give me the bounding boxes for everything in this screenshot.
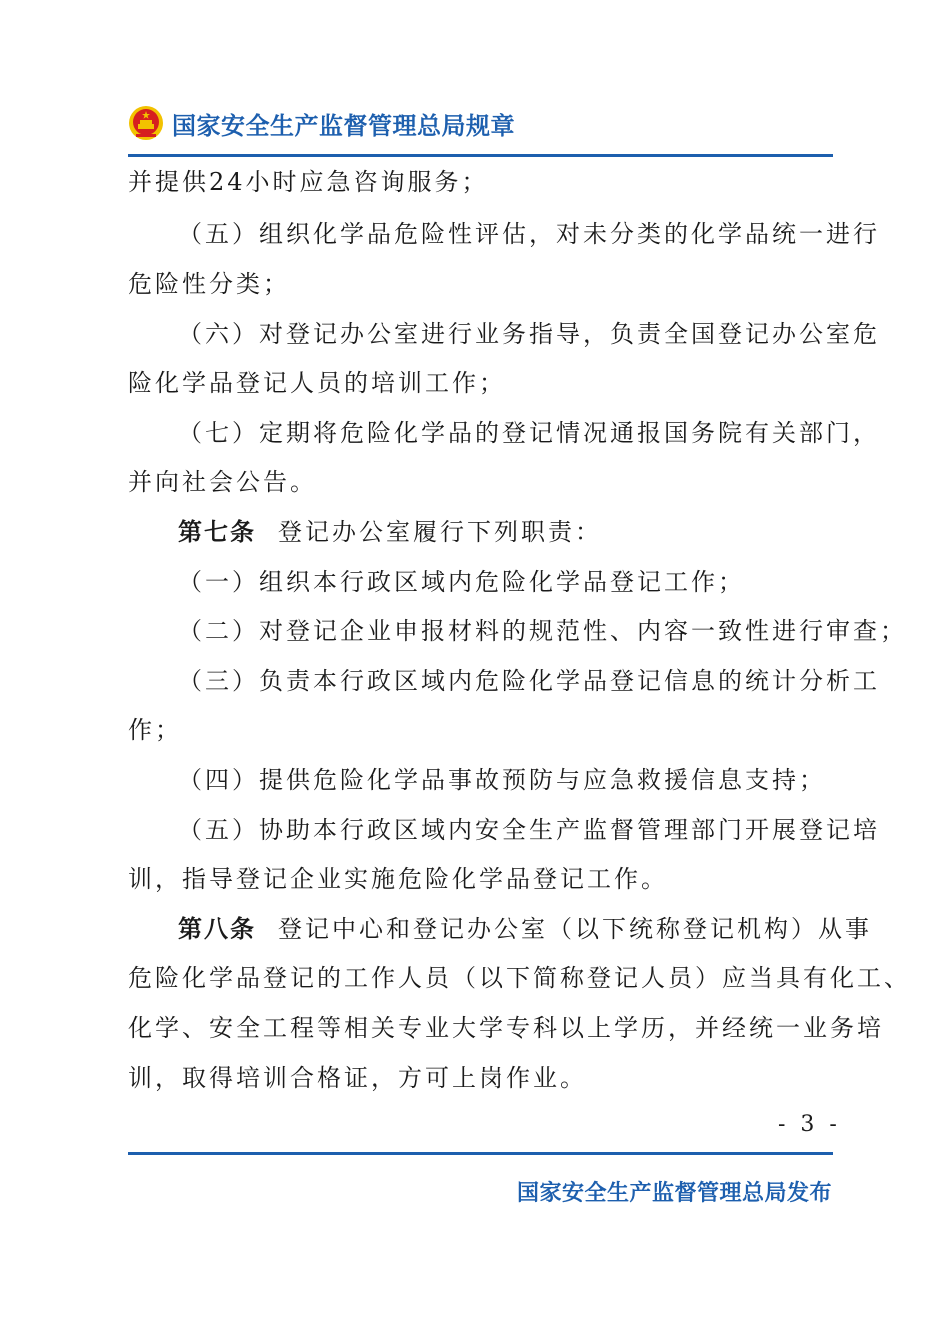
text-line: （五）组织化学品危险性评估，对未分类的化学品统一进行 <box>178 220 880 248</box>
national-emblem-icon <box>128 105 164 141</box>
footer-publisher: 国家安全生产监督管理总局发布 <box>516 1181 832 1206</box>
text-line: 训，指导登记企业实施危险化学品登记工作。 <box>128 865 668 893</box>
page-number: - 3 - <box>778 1112 841 1137</box>
text-line: （二）对登记企业申报材料的规范性、内容一致性进行审查； <box>178 617 907 645</box>
article-heading: 第八条 <box>178 915 256 943</box>
text-line: （三）负责本行政区域内危险化学品登记信息的统计分析工 <box>178 667 880 695</box>
text-line: 并向社会公告。 <box>128 468 317 496</box>
text-line: （七）定期将危险化学品的登记情况通报国务院有关部门， <box>178 419 880 447</box>
text-line: 训，取得培训合格证，方可上岗作业。 <box>128 1064 587 1092</box>
article-heading: 第七条 <box>178 518 256 546</box>
text-span: 登记办公室履行下列职责： <box>278 518 602 546</box>
text-line: 危险性分类； <box>128 270 290 298</box>
text-line: 险化学品登记人员的培训工作； <box>128 369 506 397</box>
text-line: （六）对登记办公室进行业务指导，负责全国登记办公室危 <box>178 320 880 348</box>
text-line: 危险化学品登记的工作人员（以下简称登记人员）应当具有化工、 <box>128 964 911 992</box>
text-line: 作； <box>128 716 182 744</box>
article-7-line <box>128 512 602 552</box>
article-8-line <box>128 909 872 949</box>
text-line: （一）组织本行政区域内危险化学品登记工作； <box>178 568 745 596</box>
header-title: 国家安全生产监督管理总局规章 <box>172 111 515 140</box>
text-span: 登记中心和登记办公室（以下统称登记机构）从事 <box>278 915 872 943</box>
footer-rule <box>128 1152 833 1155</box>
text-line: （五）协助本行政区域内安全生产监督管理部门开展登记培 <box>178 816 880 844</box>
text-line: 化学、安全工程等相关专业大学专科以上学历，并经统一业务培 <box>128 1014 884 1042</box>
text-line: （四）提供危险化学品事故预防与应急救援信息支持； <box>178 766 826 794</box>
header-rule <box>128 154 833 157</box>
document-header <box>128 100 515 146</box>
text-line: 并提供24小时应急咨询服务； <box>128 168 489 196</box>
